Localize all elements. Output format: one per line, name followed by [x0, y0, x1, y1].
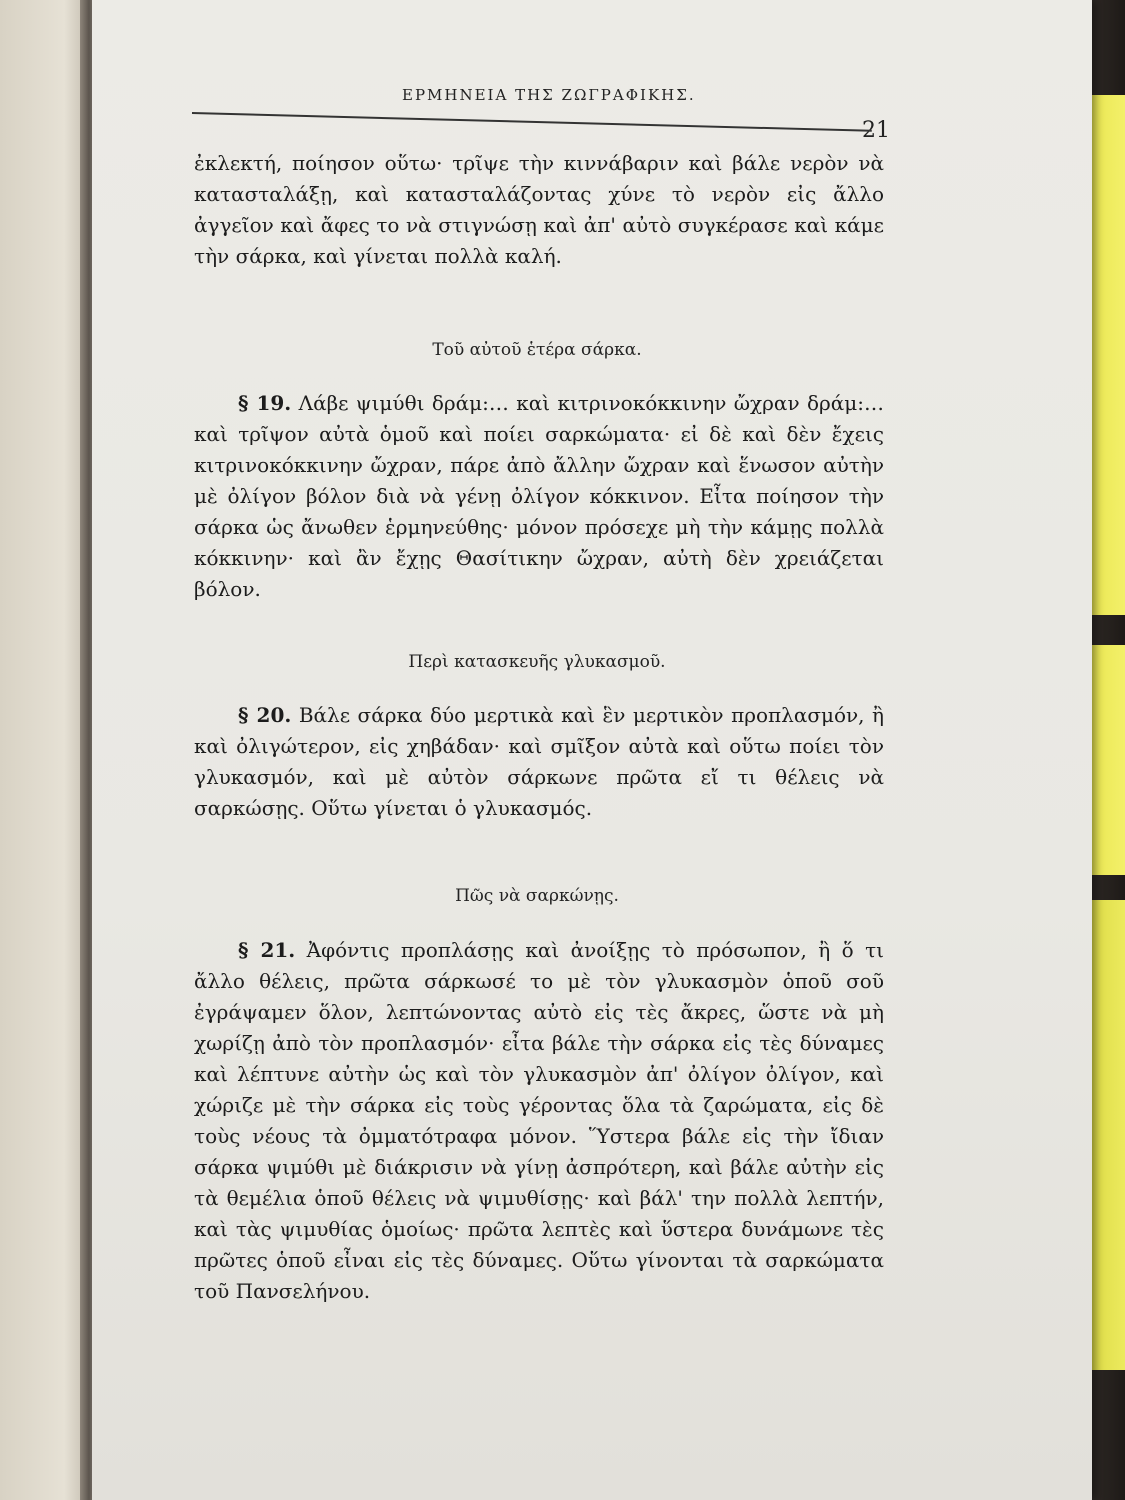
section-heading: Περὶ κατασκευῆς γλυκασμοῦ. [408, 652, 666, 672]
section-heading: Πῶς νὰ σαρκώνῃς. [455, 886, 619, 906]
paragraph-text: Βάλε σάρκα δύο μερτικὰ καὶ ἓν μερτικὸν προπλασμόν, ἢ καὶ ὀλιγώτερον, εἰς χηβάδαν· καὶ σμῖξον αὐτὰ καὶ οὕτω ποίει τὸν γλυκασμόν, καὶ μὲ αὐτὸν σάρκωνε πρῶτα εἴ τι θέλεις νὰ σαρκώσῃς. Οὕτω γίνεται ὁ γλυκασμός. [194, 703, 885, 820]
paragraph-19 [194, 388, 884, 605]
book-page [92, 0, 1092, 1500]
header-rule [192, 112, 872, 132]
paragraph-continued: ἐκλεκτή, ποίησον οὕτω· τρῖψε τὴν κιννάβαριν καὶ βάλε νερὸν νὰ κατασταλάξῃ, καὶ κατασταλάζοντας χύνε τὸ νερὸν εἰς ἄλλο ἀγγεῖον καὶ ἄφες το νὰ στιγνώσῃ καὶ ἀπ' αὐτὸ συγκέρασε καὶ κάμε τὴν σάρκα, καὶ γίνεται πολλὰ καλή. [194, 151, 884, 268]
paragraph-text: Ἀφόντις προπλάσῃς καὶ ἀνοίξῃς τὸ πρόσωπον, ἢ ὅ τι ἄλλο θέλεις, πρῶτα σάρκωσέ το μὲ τὸν γλυκασμὸν ὁποῦ σοῦ ἐγράψαμεν ὅλον, λεπτώνοντας αὐτὸ εἰς τὲς ἄκρες, ὥστε νὰ μὴ χωρίζῃ ἀπὸ τὸν προπλασμόν· εἶτα βάλε τὴν σάρκα εἰς τὲς δύναμες καὶ λέπτυνε αὐτὴν ὡς καὶ τὸν γλυκασμὸν ἀπ' ὀλίγον ὀλίγον, καὶ χώριζε μὲ τὴν σάρκα εἰς τοὺς γέροντας ὅλα τὰ ζαρώματα, εἰς δὲ τοὺς νέους τὰ ὀμματότραφα μόνον. Ὕστερα βάλε εἰς τὴν ἴδιαν σάρκα ψιμύθι μὲ διάκρισιν νὰ γίνῃ ἀσπρότερη, καὶ βάλε αὐτὴν εἰς τὰ θεμέλια ὁποῦ θέλεις νὰ ψιμυθίσῃς· καὶ βάλ' την πολλὰ λεπτήν, καὶ τὰς ψιμυθίας ὁμοίως· πρῶτα λεπτὲς καὶ ὕστερα δυνάμωνε τὲς πρῶτες ὁποῦ εἶναι εἰς τὲς δύναμες. Οὕτω γίνονται τὰ σαρκώματα τοῦ Πανσελήνου. [194, 938, 884, 1303]
paragraph-20 [194, 700, 884, 824]
running-title: ΕΡΜΗΝΕΙΑ ΤΗΣ ΖΩΓΡΑΦΙΚΗΣ. [402, 86, 696, 104]
paragraph-21 [194, 935, 884, 1307]
section-mark: § 19. [238, 391, 292, 415]
paragraph-text: Λάβε ψιμύθι δράμ:… καὶ κιτρινοκόκκινην ὤχραν δράμ:… καὶ τρῖψον αὐτὰ ὁμοῦ καὶ ποίει σαρκώματα· εἰ δὲ καὶ δὲν ἔχεις κιτρινοκόκκινην ὤχραν, πάρε ἀπὸ ἄλλην ὤχραν καὶ ἕνωσον αὐτὴν μὲ ὀλίγον βόλον διὰ νὰ γένῃ ὀλίγον κόκκινον. Εἶτα ποίησον τὴν σάρκα ὡς ἄνωθεν ἑρμηνεύθης· μόνον πρόσεχε μὴ τὴν κάμῃς πολλὰ κόκκινην· καὶ ἂν ἔχῃς Θασίτικην ὤχραν, αὐτὴ δὲν χρειάζεται βόλον. [194, 391, 885, 601]
facing-page [0, 0, 92, 1500]
section-mark: § 20. [238, 703, 292, 727]
page-number: 21 [862, 118, 890, 143]
section-heading: Τοῦ αὐτοῦ ἑτέρα σάρκα. [432, 340, 642, 360]
section-mark: § 21. [238, 938, 296, 962]
